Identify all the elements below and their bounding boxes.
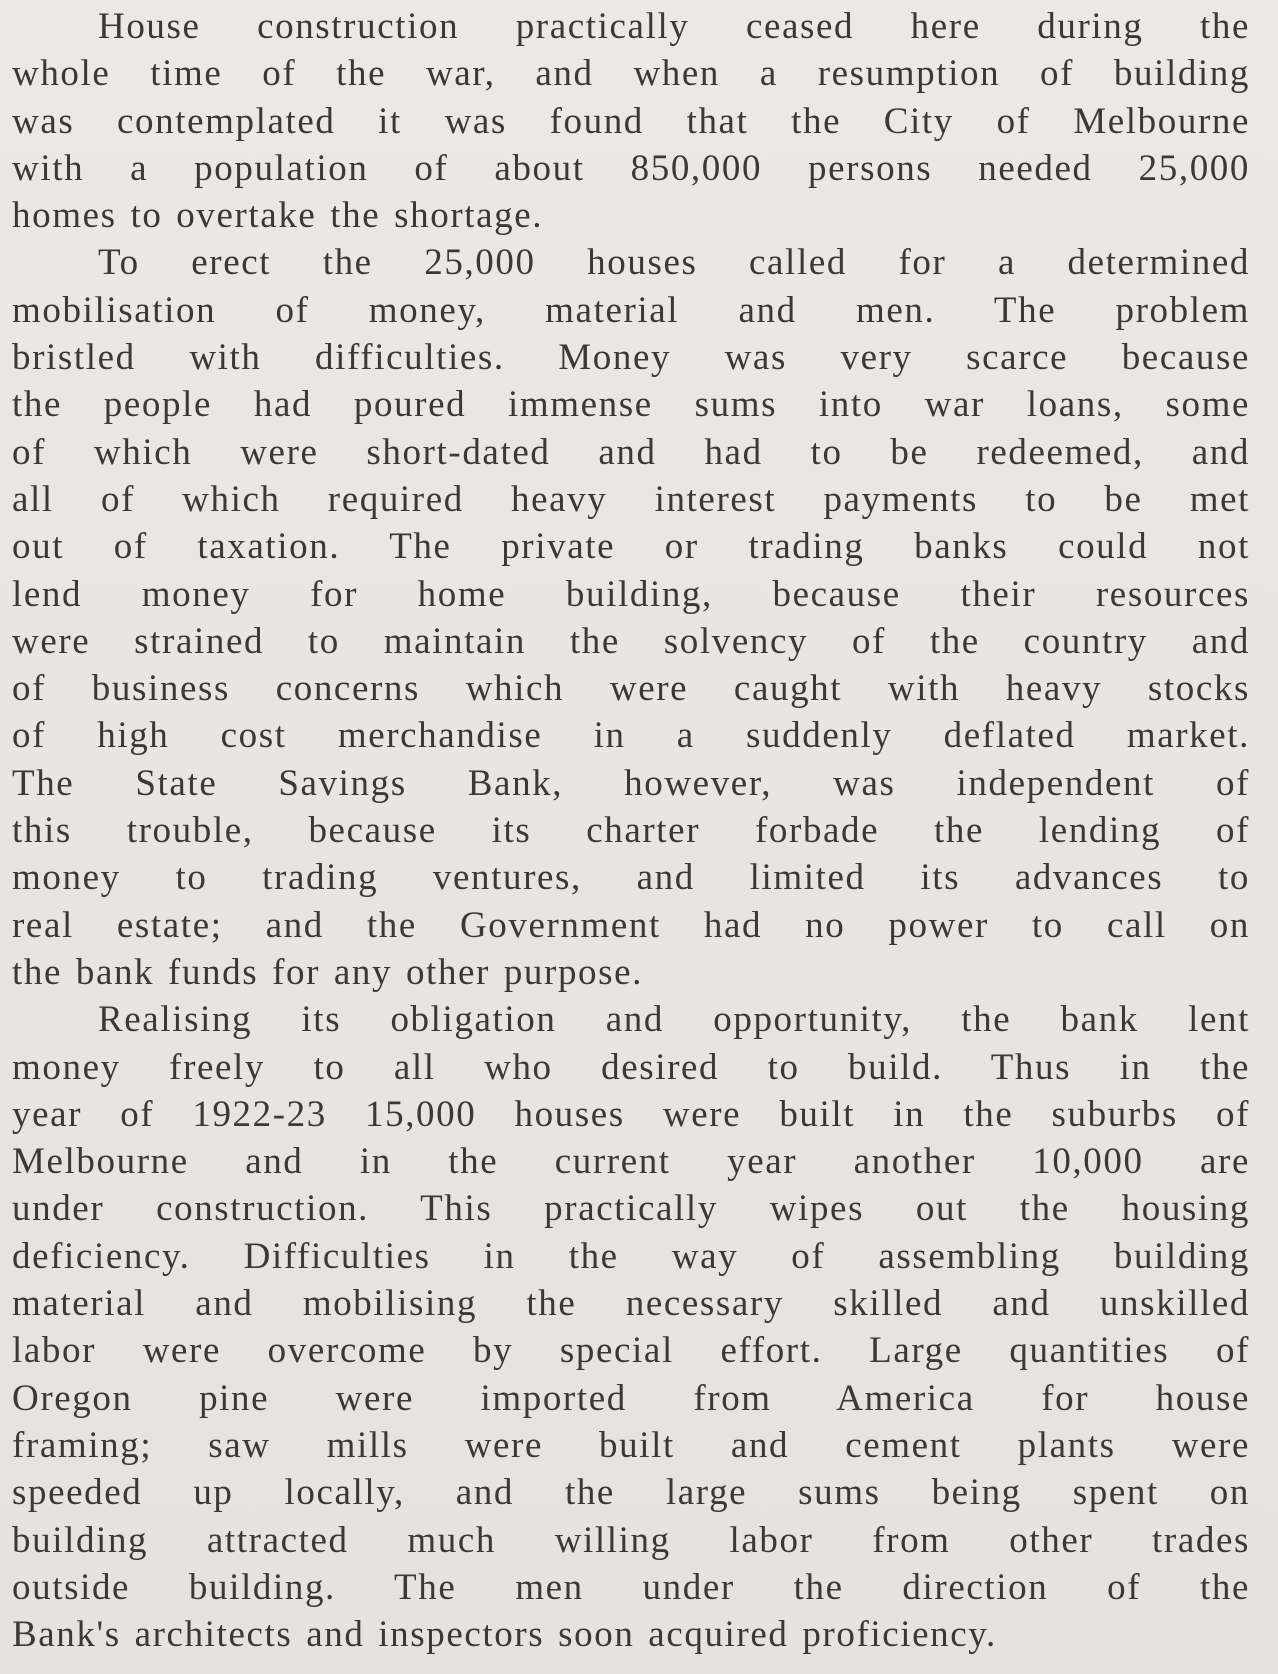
text-line: of business concerns which were caught with heavy stocks bbox=[12, 668, 1250, 710]
text-line: under construction. This practically wipes out the housing bbox=[12, 1188, 1250, 1230]
text-line: money freely to all who desired to build. Thus in the bbox=[12, 1046, 1250, 1088]
text-line: lend money for home building, because their resources bbox=[12, 573, 1250, 615]
text-line: speeded up locally, and the large sums being spent on bbox=[12, 1472, 1250, 1514]
text-line: whole time of the war, and when a resumption of building bbox=[12, 53, 1250, 95]
paragraph-2 bbox=[12, 239, 1250, 996]
text-line: framing; saw mills were built and cement plants were bbox=[12, 1424, 1250, 1466]
text-line: the bank funds for any other purpose. bbox=[12, 951, 644, 993]
text-line: with a population of about 850,000 persons needed 25,000 bbox=[12, 147, 1250, 189]
text-line: Oregon pine were imported from America for house bbox=[12, 1377, 1250, 1419]
text-line: Bank's architects and inspectors soon acquired proficiency. bbox=[12, 1614, 997, 1656]
text-line: money to trading ventures, and limited its advances to bbox=[12, 857, 1250, 899]
text-line: homes to overtake the shortage. bbox=[12, 195, 544, 237]
text-line: bristled with difficulties. Money was very scarce because bbox=[12, 337, 1250, 379]
text-line: Melbourne and in the current year another 10,000 are bbox=[12, 1141, 1250, 1183]
text-line: Realising its obligation and opportunity, the bank lent bbox=[98, 999, 1250, 1041]
text-line: of high cost merchandise in a suddenly deflated market. bbox=[12, 715, 1250, 757]
text-line: of which were short-dated and had to be redeemed, and bbox=[12, 431, 1250, 473]
text-line: material and mobilising the necessary skilled and unskilled bbox=[12, 1283, 1250, 1325]
text-column bbox=[12, 3, 1250, 1658]
text-line: were strained to maintain the solvency of the country and bbox=[12, 620, 1250, 662]
text-line: building attracted much willing labor from other trades bbox=[12, 1519, 1250, 1561]
text-line: real estate; and the Government had no power to call on bbox=[12, 904, 1250, 946]
text-line: out of taxation. The private or trading banks could not bbox=[12, 526, 1250, 568]
text-line: House construction practically ceased here during the bbox=[98, 6, 1250, 47]
text-line: The State Savings Bank, however, was independent of bbox=[12, 762, 1250, 804]
text-line: this trouble, because its charter forbade the lending of bbox=[12, 810, 1250, 852]
text-line: mobilisation of money, material and men. The problem bbox=[12, 289, 1250, 331]
text-line: deficiency. Difficulties in the way of assembling building bbox=[12, 1235, 1250, 1277]
text-line: labor were overcome by special effort. Large quantities of bbox=[12, 1330, 1250, 1372]
text-line: all of which required heavy interest payments to be met bbox=[12, 478, 1250, 520]
text-line: was contemplated it was found that the City of Melbourne bbox=[12, 100, 1250, 142]
paragraph-3 bbox=[12, 996, 1250, 1658]
text-line: outside building. The men under the direction of the bbox=[12, 1566, 1250, 1608]
text-line: To erect the 25,000 houses called for a determined bbox=[98, 242, 1250, 284]
paragraph-1 bbox=[12, 3, 1250, 239]
text-line: year of 1922-23 15,000 houses were built in the suburbs of bbox=[12, 1093, 1250, 1135]
text-line: the people had poured immense sums into war loans, some bbox=[12, 384, 1250, 426]
